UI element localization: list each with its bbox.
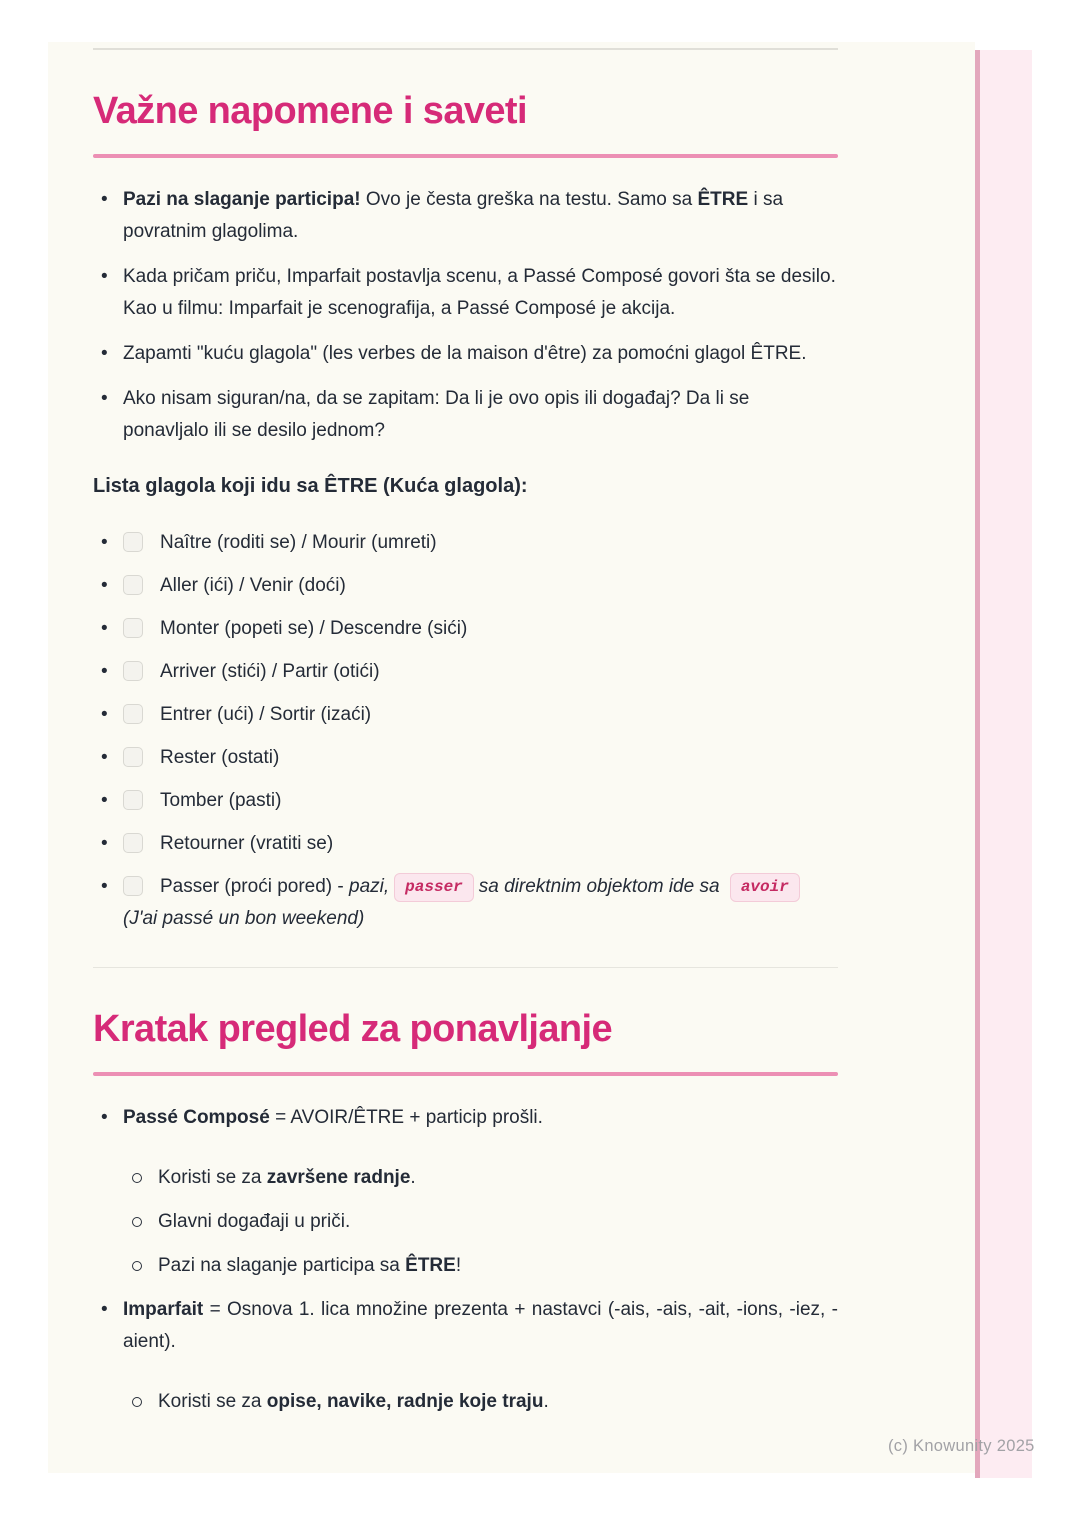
bullet-item: • Kada pričam priču, Imparfait postavlja scenu, a Passé Composé govori šta se desilo. Kao u filmu: Imparfait je scenografija, a Passé Composé je akcija. <box>93 261 838 325</box>
sub-bullet-item: Koristi se za završene radnje. <box>93 1162 838 1194</box>
checkbox[interactable] <box>123 833 143 853</box>
imparfait-sublist <box>93 1386 838 1418</box>
checklist-item <box>93 742 838 774</box>
review-list <box>93 1102 838 1418</box>
section-title-napomene: Važne napomene i saveti <box>93 90 527 132</box>
checklist-item <box>93 656 838 688</box>
passer-note: sa direktnim objektom ide sa <box>478 876 720 897</box>
checklist-label: Tomber (pasti) <box>160 790 282 811</box>
passe-compose-sublist <box>93 1162 838 1282</box>
checklist-label: Monter (popeti se) / Descendre (sići) <box>160 618 468 639</box>
section-divider <box>93 967 838 968</box>
footer-credit: (c) Knowunity 2025 <box>888 1437 1035 1455</box>
bullet-item: • Zapamti "kuću glagola" (les verbes de la maison d'être) za pomoćni glagol ÊTRE. <box>93 338 838 370</box>
checklist-item <box>93 828 838 860</box>
checkbox[interactable] <box>123 618 143 638</box>
bullet-item: • Ako nisam siguran/na, da se zapitam: Da li je ovo opis ili događaj? Da li se ponavljalo ili se desilo jednom? <box>93 383 838 447</box>
checklist-item <box>93 613 838 645</box>
bullet-bold: Passé Composé <box>123 1107 270 1128</box>
passer-example: (J'ai passé un bon weekend) <box>123 908 365 929</box>
bullet-item-imparfait: • Imparfait = Osnova 1. lica množine prezenta + nastavci (-ais, -ais, -ait, -ions, -iez, -aient). <box>93 1294 838 1358</box>
notes-page-card <box>48 42 975 1473</box>
title-underline <box>93 154 838 158</box>
sub-bullet-bold: ÊTRE <box>405 1255 456 1276</box>
sub-bullet-item: Glavni događaji u priči. <box>93 1206 838 1238</box>
checkbox[interactable] <box>123 704 143 724</box>
checklist-label: Passer (proći pored) - <box>160 876 350 897</box>
section-title-pregled: Kratak pregled za ponavljanje <box>93 1008 612 1050</box>
checklist-label: Naître (roditi se) / Mourir (umreti) <box>160 532 437 553</box>
checkbox[interactable] <box>123 575 143 595</box>
checklist-item <box>93 570 838 602</box>
checklist-label: Aller (ići) / Venir (doći) <box>160 575 346 596</box>
tips-list <box>93 184 838 447</box>
bullet-bold: Pazi na slaganje participa! <box>123 189 361 210</box>
passer-note: pazi, <box>349 876 390 897</box>
title-underline <box>93 1072 838 1076</box>
checkbox[interactable] <box>123 790 143 810</box>
bullet-item-passe-compose: • Passé Composé = AVOIR/ÊTRE + particip prošli. <box>93 1102 838 1134</box>
checkbox[interactable] <box>123 876 143 896</box>
checklist-item <box>93 699 838 731</box>
sub-bullet-bold: opise, navike, radnje koje traju <box>266 1391 544 1412</box>
checklist-label: Entrer (ući) / Sortir (izaći) <box>160 704 372 725</box>
checkbox[interactable] <box>123 661 143 681</box>
etre-list-heading: Lista glagola koji idu sa ÊTRE (Kuća glagola): <box>93 475 528 497</box>
code-chip-avoir: avoir <box>730 873 800 902</box>
sub-bullet-item: Koristi se za opise, navike, radnje koje traju. <box>93 1386 838 1418</box>
etre-verbs-checklist <box>93 527 838 935</box>
sub-bullet-bold: završene radnje <box>266 1167 411 1188</box>
checkbox[interactable] <box>123 532 143 552</box>
sub-bullet-item: Pazi na slaganje participa sa ÊTRE! <box>93 1250 838 1282</box>
notes-content <box>48 42 838 1418</box>
checklist-item-passer <box>93 871 838 935</box>
bullet-bold: ÊTRE <box>697 189 749 210</box>
bullet-item: • Pazi na slaganje participa! Ovo je česta greška na testu. Samo sa ÊTRE i sa povratnim glagolima. <box>93 184 838 248</box>
code-chip-passer: passer <box>394 873 474 902</box>
checklist-label: Arriver (stići) / Partir (otići) <box>160 661 380 682</box>
checklist-label: Rester (ostati) <box>160 747 280 768</box>
top-divider <box>93 48 838 50</box>
checklist-item <box>93 527 838 559</box>
checklist-item <box>93 785 838 817</box>
bullet-bold: Imparfait <box>123 1299 204 1320</box>
page-accent-bar <box>975 50 1032 1478</box>
checkbox[interactable] <box>123 747 143 767</box>
checklist-label: Retourner (vratiti se) <box>160 833 334 854</box>
